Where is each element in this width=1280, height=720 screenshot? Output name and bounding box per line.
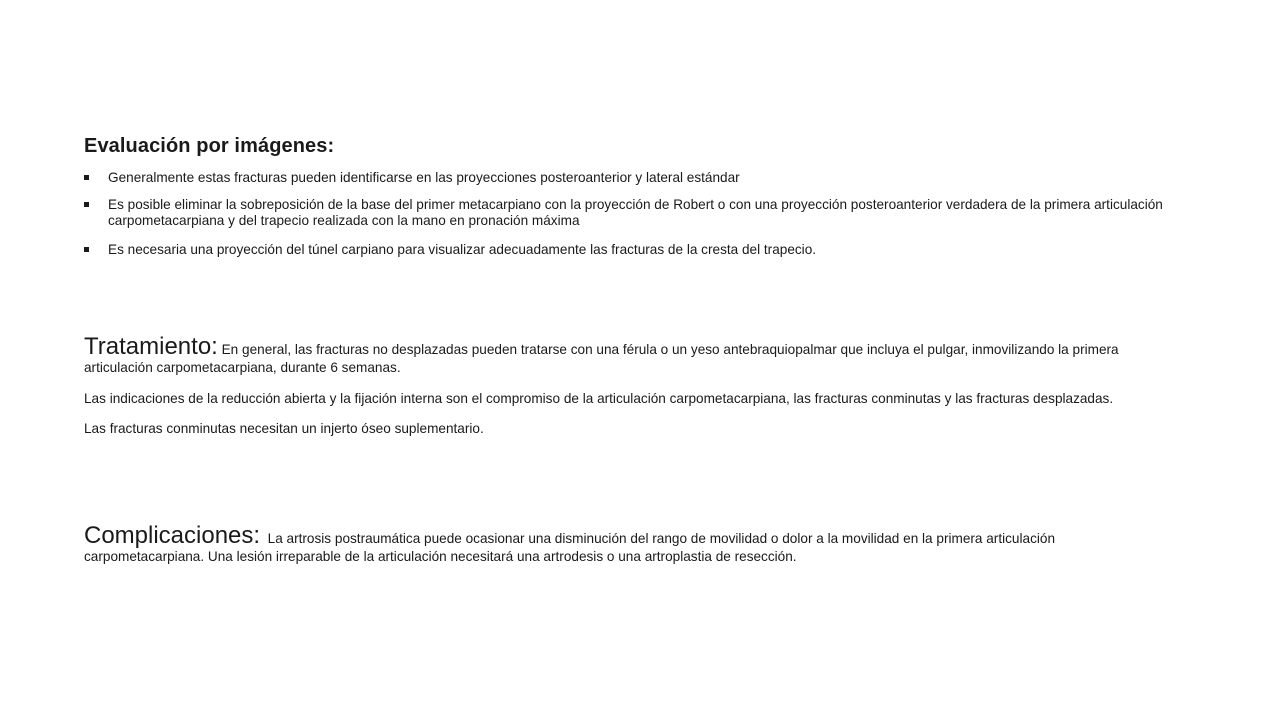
evaluacion-bullet xyxy=(84,170,1174,186)
complicaciones-text: La artrosis postraumática puede ocasionar una disminución del rango de movilidad o dolor a la movilidad en la primera articulación carpometacarpiana. Una lesión irreparable de la articulación necesitará una artrodesis o una artroplastia de resección. xyxy=(84,531,1056,564)
tratamiento-intro xyxy=(84,333,1174,377)
square-bullet-icon xyxy=(84,175,89,180)
tratamiento-paragraph: Las indicaciones de la reducción abierta y la fijación interna son el compromiso de la articulación carpometacarpiana, las fracturas conminutas y las fracturas desplazadas. xyxy=(84,391,1114,406)
evaluacion-title: Evaluación por imágenes: xyxy=(84,135,335,157)
tratamiento-section xyxy=(84,333,1174,437)
square-bullet-icon xyxy=(84,202,89,207)
evaluacion-bullet-text: Generalmente estas fracturas pueden identificarse en las proyecciones posteroanterior y lateral estándar xyxy=(108,170,740,185)
evaluacion-bullet-text: Es posible eliminar la sobreposición de la base del primer metacarpiano con la proyección de Robert o con una proyección posteroanterior verdadera de la primera articulación carpometacarpiana y del trapecio realizada con la mano en pronación máxima xyxy=(108,197,1163,228)
tratamiento-paragraph: Las fracturas conminutas necesitan un injerto óseo suplementario. xyxy=(84,421,484,436)
evaluacion-bullet xyxy=(84,197,1174,229)
square-bullet-icon xyxy=(84,247,89,252)
evaluacion-bullet-list xyxy=(84,170,1174,258)
evaluacion-bullet-text: Es necesaria una proyección del túnel carpiano para visualizar adecuadamente las fracturas de la cresta del trapecio. xyxy=(108,242,817,257)
complicaciones-heading: Complicaciones: xyxy=(84,522,261,549)
complicaciones-paragraph xyxy=(84,522,1174,566)
evaluacion-bullet xyxy=(84,242,1174,258)
evaluacion-section xyxy=(84,134,1174,258)
tratamiento-intro-text: En general, las fracturas no desplazadas pueden tratarse con una férula o un yeso antebraquiopalmar que incluya el pulgar, inmovilizando la primera articulación carpometacarpiana, durante 6 semanas. xyxy=(84,342,1119,375)
tratamiento-heading: Tratamiento: xyxy=(84,333,218,360)
complicaciones-section xyxy=(84,522,1174,566)
